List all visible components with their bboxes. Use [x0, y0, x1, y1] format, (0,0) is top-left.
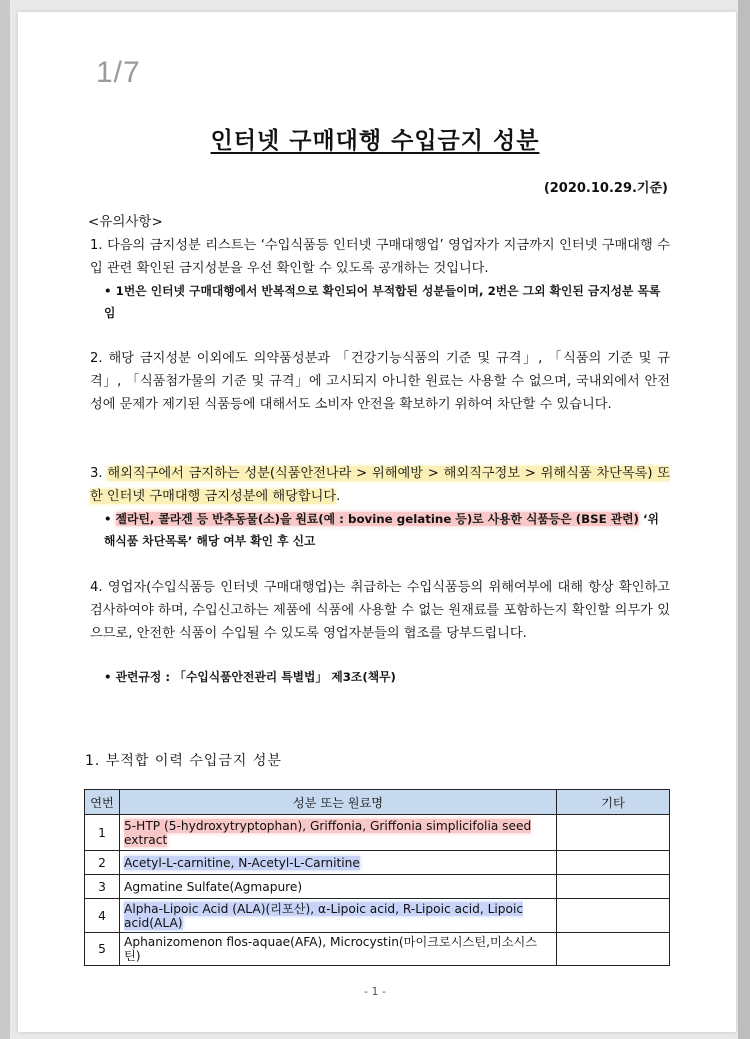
row-no: 5 — [85, 933, 120, 966]
notice-item-3 — [90, 462, 670, 508]
notice-item-1: 1. 다음의 금지성분 리스트는 ‘수입식품등 인터넷 구매대행업’ 영업자가 지금까지 인터넷 구매대행 수입 관련 확인된 금지성분을 우선 확인할 수 있도록 공개하는 것입니다. — [90, 238, 670, 276]
row-ingredient: Aphanizomenon flos-aquae(AFA), Microcystin(마이크로시스틴,미소시스틴) — [120, 933, 557, 966]
page-number: - 1 - — [364, 985, 386, 998]
header-etc: 기타 — [557, 790, 670, 815]
viewer-frame-left — [0, 0, 10, 1039]
row-ingredient — [120, 851, 557, 875]
notice-item-3-note — [104, 508, 670, 552]
notice-label: <유의사항> — [88, 214, 163, 230]
header-ingredient: 성분 또는 원료명 — [120, 790, 557, 815]
viewer-frame-right — [738, 0, 750, 1039]
table-row — [85, 899, 670, 933]
row-etc — [557, 815, 670, 851]
notice-item-4: 4. 영업자(수입식품등 인터넷 구매대행업)는 취급하는 수입식품등의 위해여부에 대해 항상 확인하고 검사하여야 하며, 수입신고하는 제품에 식품에 사용할 수 없는 원재료를 포함하는지 확인할 의무가 있으므로, 안전한 식품이 수입될 수 있도록 영업자분들의 협조를 당부드립니다. — [90, 580, 670, 641]
row-etc — [557, 851, 670, 875]
row-no: 2 — [85, 851, 120, 875]
notice-item-3-number: 3. — [90, 466, 103, 481]
notice-item-3-bullet: • — [104, 512, 116, 526]
row-ingredient-text: Acetyl-L-carnitine, N-Acetyl-L-Carnitine — [124, 855, 360, 870]
row-no: 1 — [85, 815, 120, 851]
notice-item-1-note: • 1번은 인터넷 구매대행에서 반복적으로 확인되어 부적합된 성분들이며, 2번은 그외 확인된 금지성분 목록임 — [104, 284, 661, 320]
table-row — [85, 875, 670, 899]
table-row — [85, 851, 670, 875]
row-ingredient-text: Alpha-Lipoic Acid (ALA)(리포산), α-Lipoic acid, R-Lipoic acid, Lipoic acid(ALA) — [124, 901, 524, 930]
notice-item-3-highlight: 해외직구에서 금지하는 성분(식품안전나라 > 위해예방 > 해외직구정보 > 위해식품 차단목록) 또한 인터넷 구매대행 금지성분에 해당합니다 — [90, 466, 671, 504]
row-ingredient: Agmatine Sulfate(Agmapure) — [120, 875, 557, 899]
table-row — [85, 815, 670, 851]
row-ingredient — [120, 899, 557, 933]
reference-date: (2020.10.29.기준) — [543, 181, 668, 196]
notice-item-3-note-highlight: 젤라틴, 콜라겐 등 반추동물(소)을 원료(예 : bovine gelatine 등)로 사용한 식품등은 (BSE 관련) — [115, 512, 639, 526]
row-etc — [557, 899, 670, 933]
row-ingredient — [120, 815, 557, 851]
row-no: 4 — [85, 899, 120, 933]
notice-item-3-note-rest: ‘위해식품 차단목록’ 해당 여부 확인 후 신고 — [104, 512, 659, 548]
row-no: 3 — [85, 875, 120, 899]
table-row — [85, 933, 670, 966]
notice-item-3-end: . — [336, 489, 341, 504]
row-etc — [557, 875, 670, 899]
notice-item-2: 2. 해당 금지성분 이외에도 의약품성분과 「건강기능식품의 기준 및 규격」, 「식품의 기준 및 규격」, 「식품첨가물의 기준 및 규격」에 고시되지 아니한 원료는 사용할 수 없으며, 국내외에서 안전성에 문제가 제기된 식품등에 대해서도 소비자 안전을 확보하기 위하여 차단할 수 있습니다. — [90, 351, 670, 412]
header-no: 연번 — [85, 790, 120, 815]
table-header-row — [85, 790, 670, 815]
section-heading: 1. 부적합 이력 수입금지 성분 — [85, 753, 282, 769]
ingredient-table — [84, 789, 670, 966]
row-ingredient-text: 5-HTP (5-hydroxytryptophan), Griffonia, Griffonia simplicifolia seed extract — [124, 818, 532, 847]
row-etc — [557, 933, 670, 966]
document-title: 인터넷 구매대행 수입금지 성분 — [210, 128, 540, 154]
notice-item-4-note: • 관련규정 : 「수입식품안전관리 특별법」 제3조(책무) — [104, 670, 396, 684]
page-counter: 1/7 — [96, 56, 141, 89]
